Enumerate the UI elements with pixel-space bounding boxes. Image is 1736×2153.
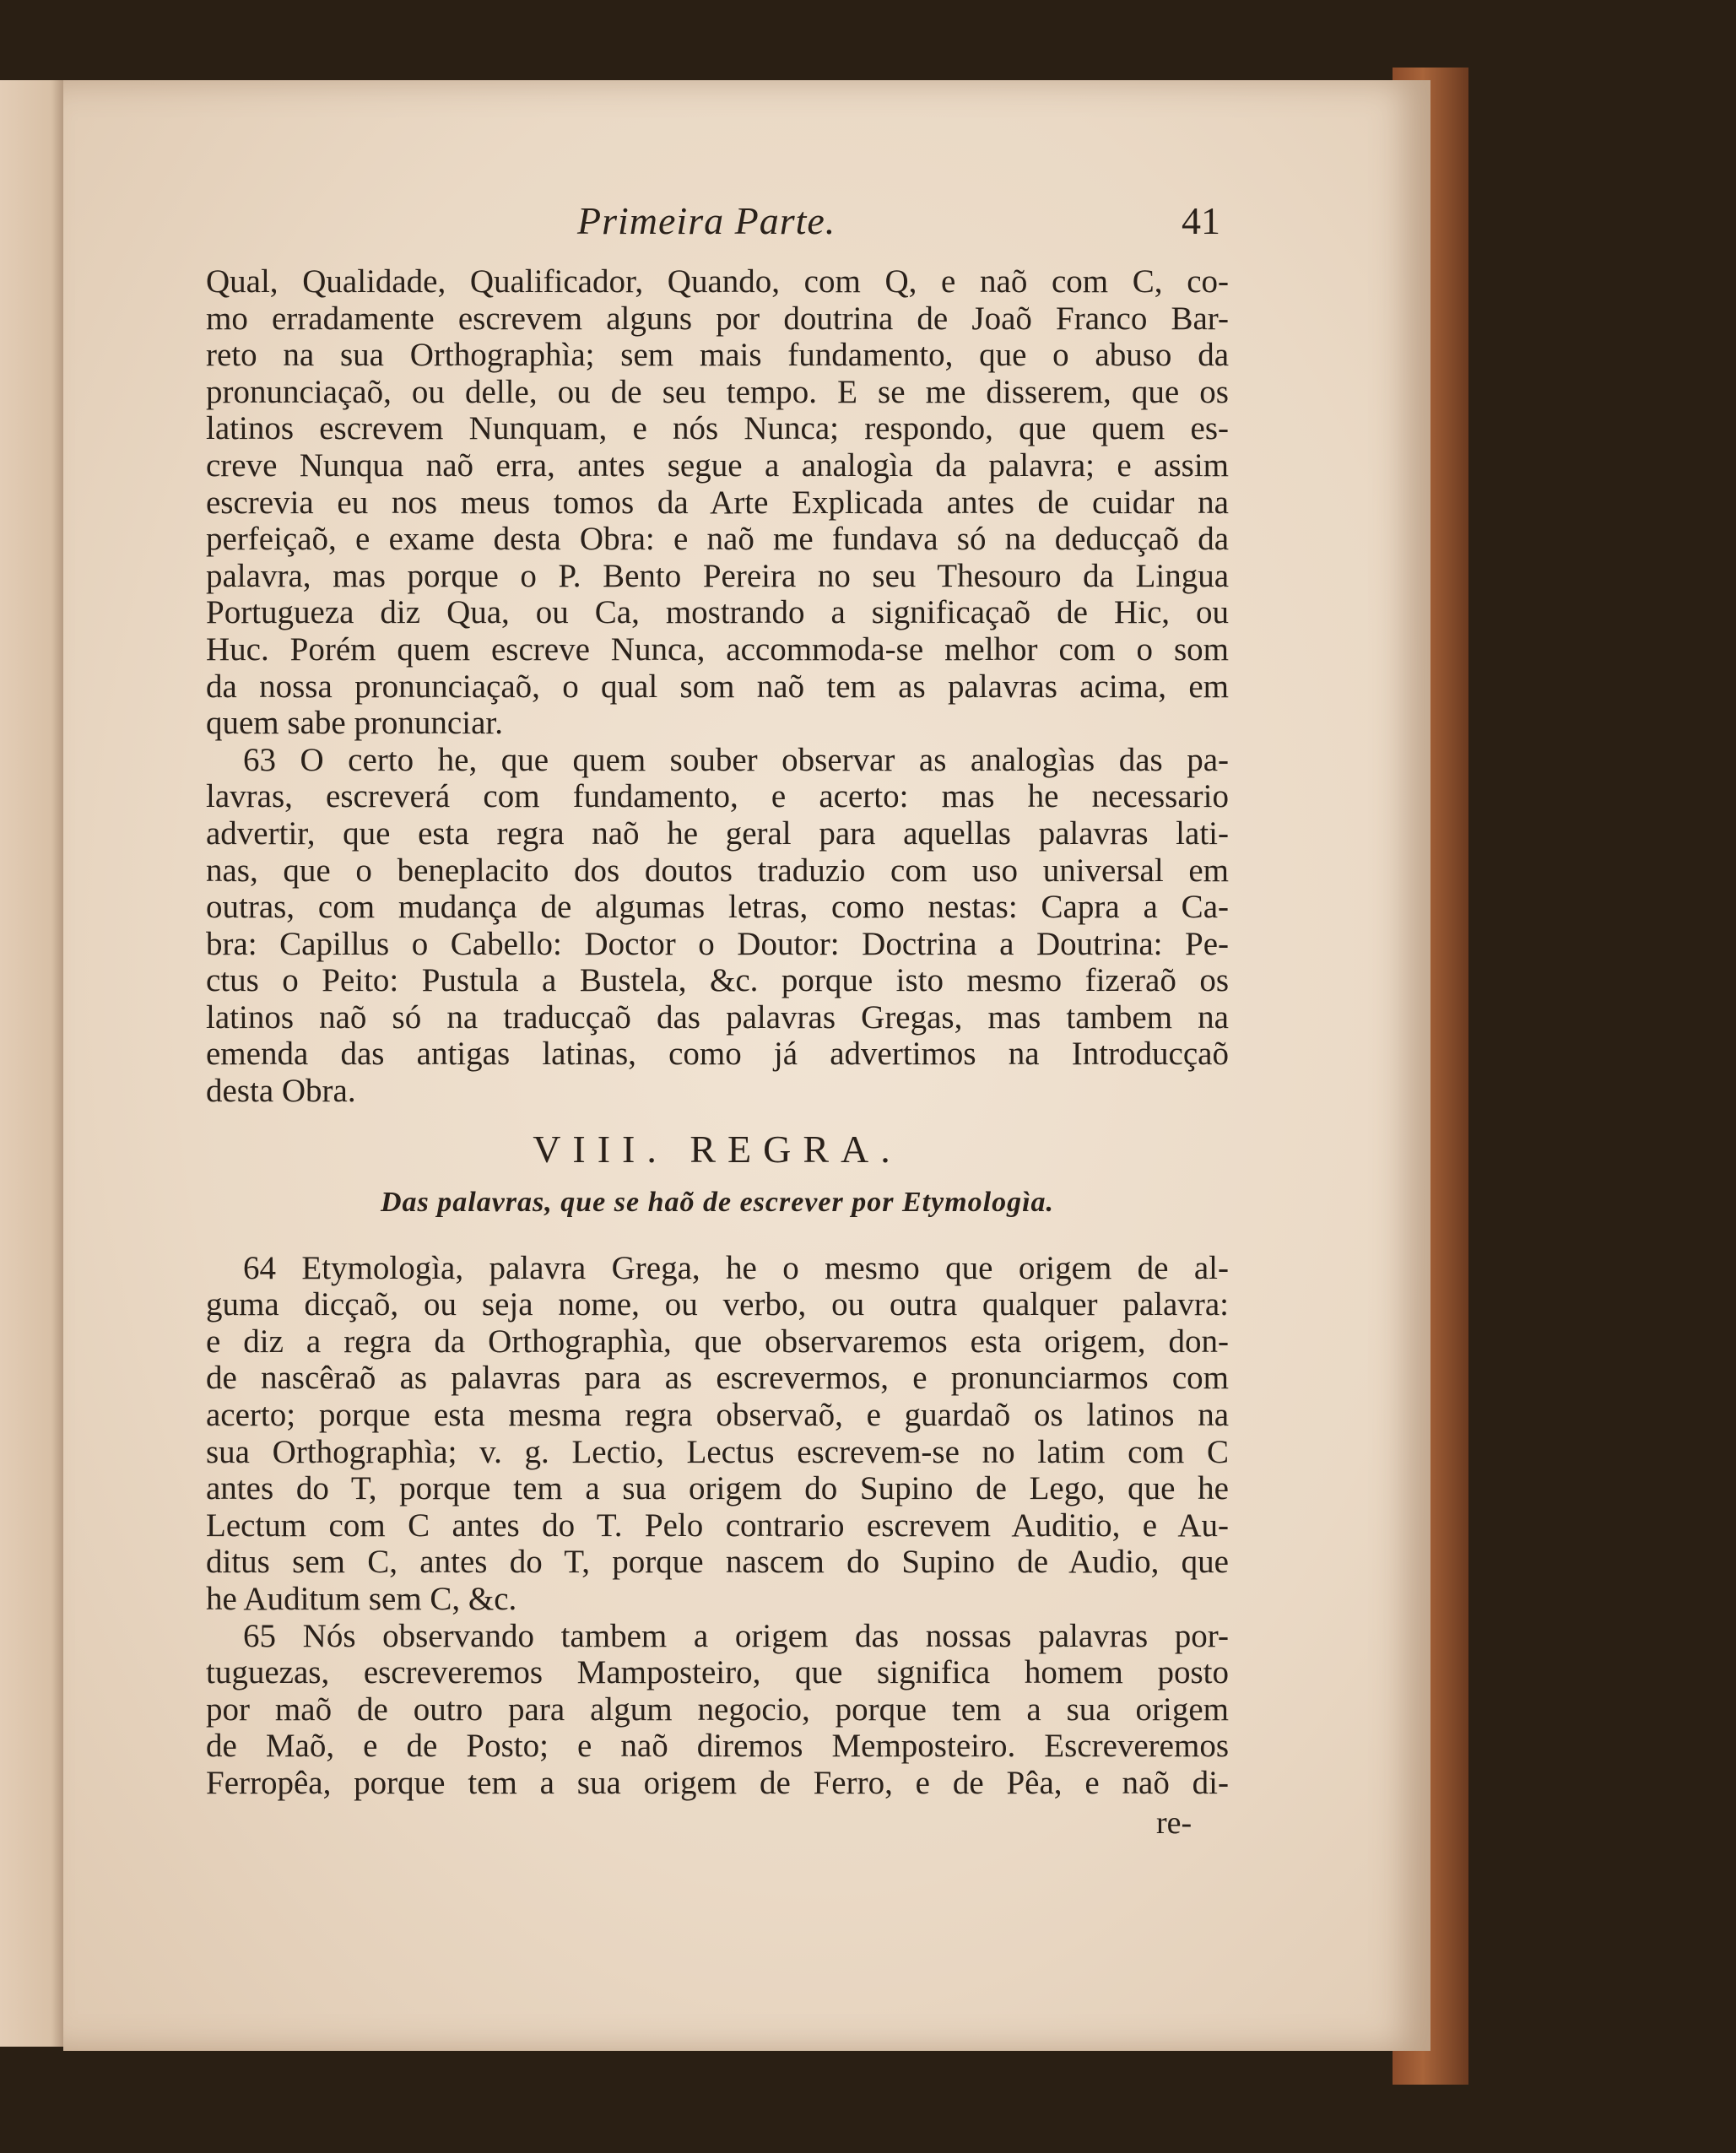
text-line: de nascêraõ as palavras para as escrevermos, e pronunciarmos com [206, 1360, 1229, 1397]
text-line: outras, com mudança de algumas letras, como nestas: Capra a Ca- [206, 889, 1229, 926]
text-line: lavras, escreverá com fundamento, e acerto: mas he necessario [206, 778, 1229, 815]
text-line: de Maõ, e de Posto; e naõ diremos Memposteiro. Escreveremos [206, 1728, 1229, 1765]
running-head: Primeira Parte. [577, 199, 836, 242]
text-line: sua Orthographìa; v. g. Lectio, Lectus escrevem-se no latim com C [206, 1433, 1229, 1470]
page-number: 41 [1182, 199, 1220, 242]
text-line: bra: Capillus o Cabello: Doctor o Doutor: Doctrina a Doutrina: Pe- [206, 925, 1229, 962]
text-line: por maõ de outro para algum negocio, porque tem a sua origem [206, 1690, 1229, 1728]
text-line: he Auditum sem C, &c. [206, 1581, 517, 1617]
text-line: 63 O certo he, que quem souber observar as analogìas das pa- [243, 741, 1229, 778]
text-line: pronunciaçaõ, ou delle, ou de seu tempo. E se me disserem, que os [206, 373, 1229, 410]
text-line: guma dicçaõ, ou seja nome, ou verbo, ou outra qualquer palavra: [206, 1286, 1229, 1323]
text-line: palavra, mas porque o P. Bento Pereira no seu Thesouro da Lingua [206, 557, 1229, 594]
section-heading: VIII. REGRA. [533, 1127, 902, 1171]
text-line: advertir, que esta regra naõ he geral para aquellas palavras lati- [206, 814, 1229, 852]
text-line: desta Obra. [206, 1073, 356, 1110]
text-line: Ferropêa, porque tem a sua origem de Ferro, e de Pêa, e naõ di- [206, 1764, 1229, 1801]
text-line: creve Nunqua naõ erra, antes segue a analogìa da palavra; e assim [206, 446, 1229, 484]
paragraph-65 [206, 1618, 1229, 1802]
text-line: emenda das antigas latinas, como já advertimos na Introducçaõ [206, 1036, 1229, 1073]
text-line: nas, que o beneplacito dos doutos traduzio com uso universal em [206, 852, 1229, 889]
text-line: quem sabe pronunciar. [206, 705, 503, 742]
text-line: 65 Nós observando tambem a origem das nossas palavras por- [243, 1617, 1229, 1654]
text-line: da nossa pronunciaçaõ, o qual som naõ tem as palavras acima, em [206, 668, 1229, 705]
text-line: antes do T, porque tem a sua origem do Supino de Lego, que he [206, 1470, 1229, 1507]
text-line: perfeiçaõ, e exame desta Obra: e naõ me fundava só na deducçaõ da [206, 521, 1229, 558]
text-line: latinos naõ só na traducçaõ das palavras Gregas, mas tambem na [206, 998, 1229, 1036]
text-line: latinos escrevem Nunquam, e nós Nunca; respondo, que quem es- [206, 410, 1229, 447]
text-line: Portugueza diz Qua, ou Ca, mostrando a significaçaõ de Hic, ou [206, 594, 1229, 631]
text-line: tuguezas, escreveremos Mamposteiro, que significa homem posto [206, 1654, 1229, 1691]
text-line: mo erradamente escrevem alguns por doutrina de Joaõ Franco Bar- [206, 300, 1229, 337]
text-line: e diz a regra da Orthographìa, que observaremos esta origem, don- [206, 1323, 1229, 1360]
text-line: ditus sem C, antes do T, porque nascem do Supino de Audio, que [206, 1544, 1229, 1581]
paragraph-63 [206, 742, 1229, 1110]
paragraph-64 [206, 1250, 1229, 1618]
text-line: reto na sua Orthographìa; sem mais fundamento, que o abuso da [206, 337, 1229, 374]
text-line: Qual, Qualidade, Qualificador, Quando, com Q, e naõ com C, co- [206, 263, 1229, 300]
text-line: ctus o Peito: Pustula a Bustela, &c. porque isto mesmo fizeraõ os [206, 962, 1229, 999]
text-line: Huc. Porém quem escreve Nunca, accommoda-se melhor com o som [206, 630, 1229, 668]
text-line: Lectum com C antes do T. Pelo contrario escrevem Auditio, e Au- [206, 1507, 1229, 1544]
catchword: re- [1156, 1805, 1192, 1841]
text-line: escrevia eu nos meus tomos da Arte Explicada antes de cuidar na [206, 484, 1229, 521]
text-line: acerto; porque esta mesma regra observaõ, e guardaõ os latinos na [206, 1397, 1229, 1434]
text-line: 64 Etymologìa, palavra Grega, he o mesmo que origem de al- [243, 1249, 1229, 1286]
page-body [206, 263, 1229, 1802]
section-subtitle: Das palavras, que se haõ de escrever por Etymologìa. [380, 1186, 1055, 1218]
page-header [206, 198, 1229, 249]
paragraph-1 [206, 263, 1229, 742]
